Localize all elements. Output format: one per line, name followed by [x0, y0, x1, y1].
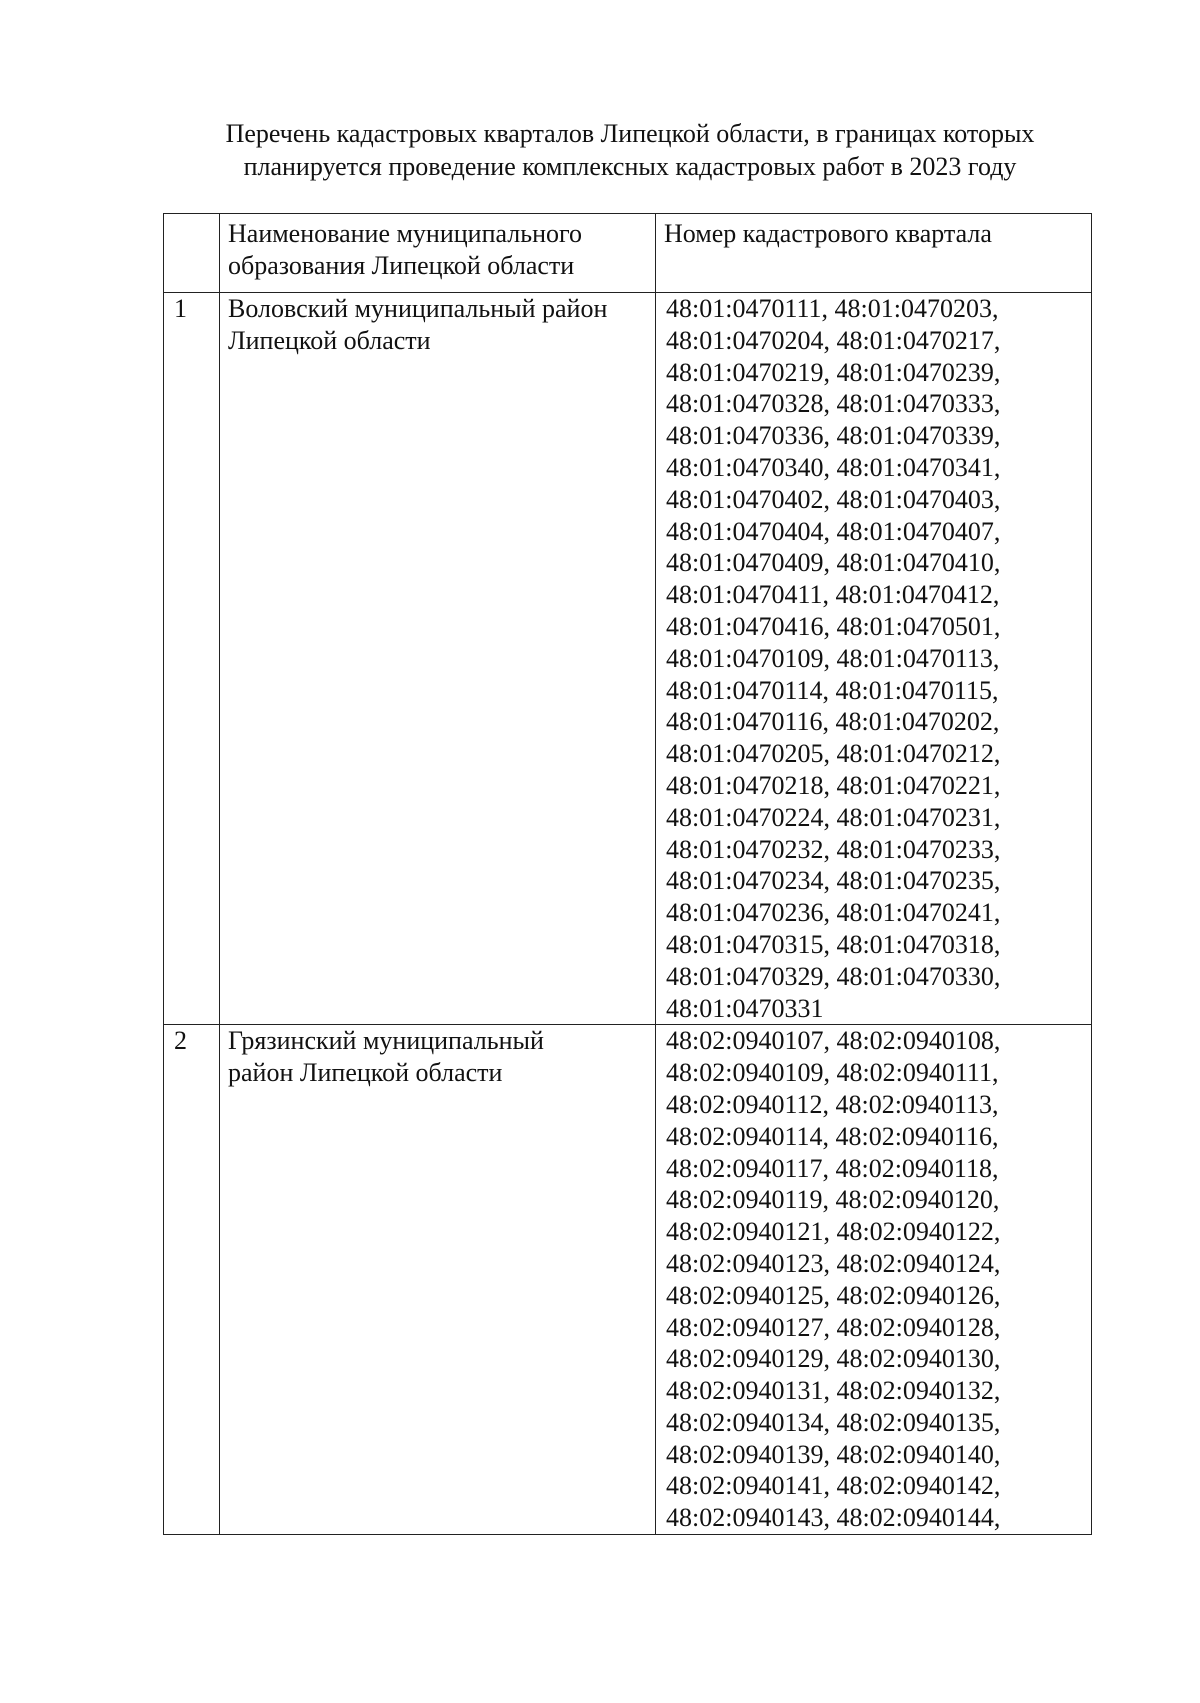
quarter-number-line: 48:02:0940134, 48:02:0940135, [666, 1407, 1001, 1437]
quarter-number-line: 48:02:0940125, 48:02:0940126, [666, 1280, 1001, 1310]
quarter-number-line: 48:01:0470218, 48:01:0470221, [666, 770, 1001, 800]
quarter-number-line: 48:02:0940139, 48:02:0940140, [666, 1439, 1001, 1469]
quarter-number-line: 48:01:0470234, 48:01:0470235, [666, 866, 1001, 896]
header-number [164, 214, 220, 293]
quarter-number-line: 48:01:0470315, 48:01:0470318, [666, 929, 1001, 959]
quarter-number-line: 48:02:0940117, 48:02:0940118, [666, 1153, 999, 1183]
quarter-number-line: 48:02:0940143, 48:02:0940144, [666, 1503, 1001, 1533]
quarter-number-line: 48:02:0940129, 48:02:0940130, [666, 1344, 1001, 1374]
row-number: 1 [164, 293, 220, 1025]
municipality-name-line-1: Грязинский муниципальный [228, 1026, 544, 1056]
municipality-name [220, 293, 656, 1025]
quarter-number-line: 48:01:0470411, 48:01:0470412, [666, 580, 1000, 610]
quarter-number-line: 48:02:0940114, 48:02:0940116, [666, 1121, 999, 1151]
quarter-number-line: 48:01:0470402, 48:01:0470403, [666, 484, 1001, 514]
municipality-name-line-2: район Липецкой области [228, 1058, 503, 1088]
document-title-line-1: Перечень кадастровых кварталов Липецкой области, в границах которых [225, 119, 1035, 148]
quarter-number-line: 48:02:0940107, 48:02:0940108, [666, 1026, 1001, 1056]
quarter-number-line: 48:02:0940127, 48:02:0940128, [666, 1312, 1001, 1342]
quarter-number-line: 48:01:0470329, 48:01:0470330, [666, 961, 1001, 991]
quarter-number-line: 48:02:0940112, 48:02:0940113, [666, 1089, 999, 1119]
quarter-number-line: 48:02:0940123, 48:02:0940124, [666, 1248, 1001, 1278]
quarter-number-line: 48:01:0470336, 48:01:0470339, [666, 421, 1001, 451]
municipality-name-line-2: Липецкой области [228, 325, 431, 355]
quarter-number-line: 48:01:0470204, 48:01:0470217, [666, 325, 1001, 355]
quarter-number-line: 48:02:0940141, 48:02:0940142, [666, 1471, 1001, 1501]
document-title-line-2: планируется проведение комплексных кадастровых работ в 2023 году [243, 152, 1017, 181]
row-number: 2 [164, 1025, 220, 1535]
table-row [164, 293, 1092, 1025]
table-header-row [164, 214, 1092, 293]
quarter-number-line: 48:01:0470416, 48:01:0470501, [666, 611, 1001, 641]
quarter-number-line: 48:01:0470340, 48:01:0470341, [666, 452, 1001, 482]
quarter-number-line: 48:01:0470114, 48:01:0470115, [666, 675, 999, 705]
quarter-number-line: 48:02:0940121, 48:02:0940122, [666, 1217, 1001, 1247]
quarter-number-line: 48:01:0470236, 48:01:0470241, [666, 898, 1001, 928]
quarter-number-line: 48:01:0470331 [666, 993, 824, 1023]
document-title [160, 117, 1100, 183]
quarter-number-line: 48:02:0940131, 48:02:0940132, [666, 1376, 1001, 1406]
quarter-number-line: 48:02:0940119, 48:02:0940120, [666, 1185, 1000, 1215]
quarter-number-line: 48:02:0940109, 48:02:0940111, [666, 1058, 999, 1088]
quarter-number-line: 48:01:0470224, 48:01:0470231, [666, 802, 1001, 832]
municipality-name [220, 1025, 656, 1535]
quarter-number-line: 48:01:0470116, 48:01:0470202, [666, 707, 1000, 737]
table-body [164, 293, 1092, 1535]
header-municipality-line-1: Наименование муниципального [228, 219, 583, 248]
header-municipality [220, 214, 656, 293]
quarter-number-line: 48:01:0470219, 48:01:0470239, [666, 357, 1001, 387]
quarter-number-line: 48:01:0470404, 48:01:0470407, [666, 516, 1001, 546]
quarter-number-line: 48:01:0470232, 48:01:0470233, [666, 834, 1001, 864]
quarter-numbers [656, 1025, 1092, 1535]
header-quarter-number: Номер кадастрового квартала [656, 214, 1092, 293]
quarter-number-line: 48:01:0470409, 48:01:0470410, [666, 548, 1001, 578]
quarter-number-line: 48:01:0470111, 48:01:0470203, [666, 294, 999, 323]
quarter-numbers [656, 293, 1092, 1025]
table-row [164, 1025, 1092, 1535]
header-municipality-line-2: образования Липецкой области [228, 251, 575, 280]
quarter-number-line: 48:01:0470109, 48:01:0470113, [666, 643, 1000, 673]
municipality-name-line-1: Воловский муниципальный район [228, 294, 608, 323]
quarter-number-line: 48:01:0470205, 48:01:0470212, [666, 739, 1001, 769]
cadastral-quarters-table [163, 213, 1092, 1535]
quarter-number-line: 48:01:0470328, 48:01:0470333, [666, 389, 1001, 419]
